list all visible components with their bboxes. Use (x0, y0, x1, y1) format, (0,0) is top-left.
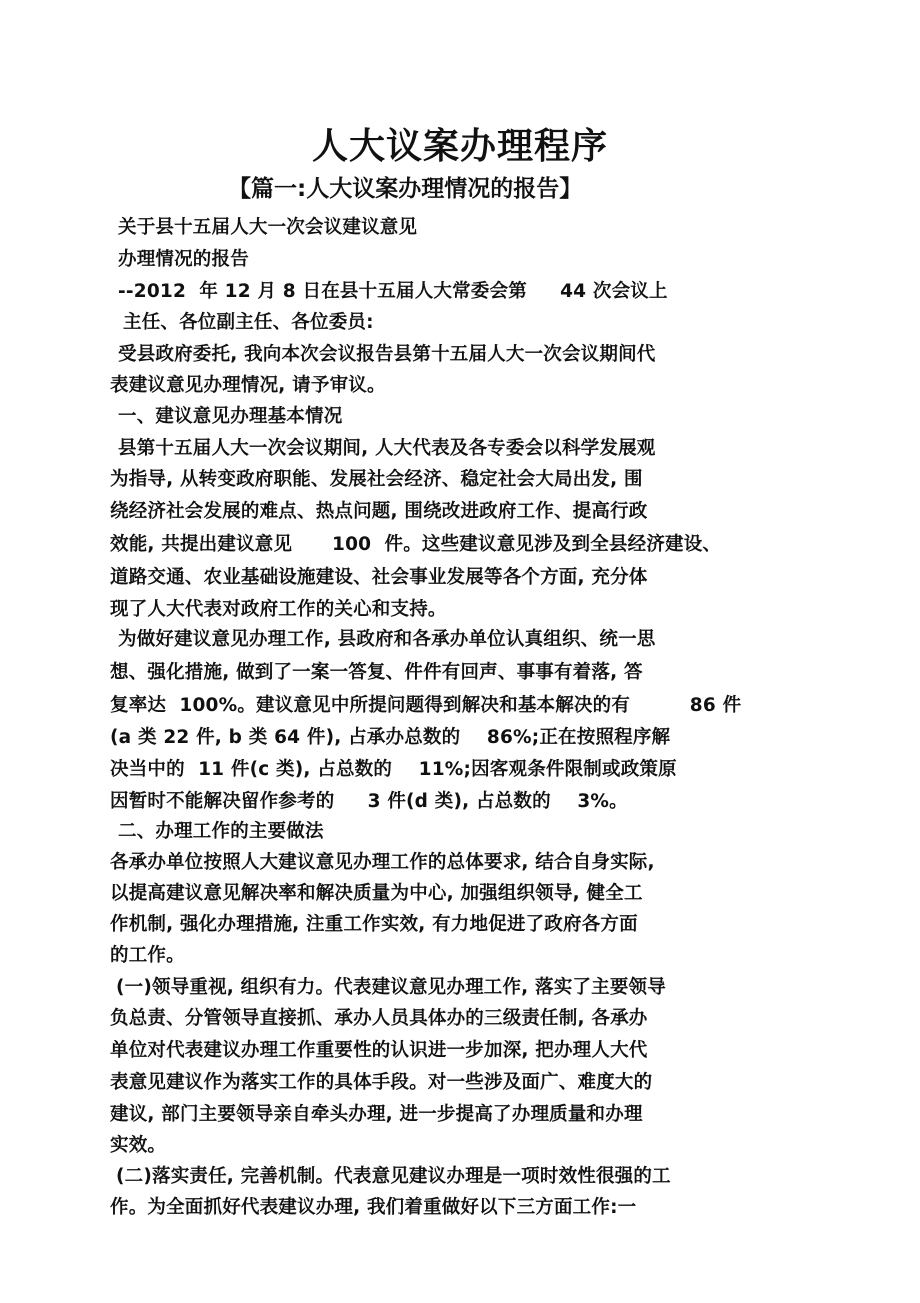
text-line: 负总责、分管领导直接抓、承办人员具体办的三级责任制, 各承办 (110, 1008, 648, 1029)
text-line: 二、办理工作的主要做法 (118, 821, 324, 842)
text-line: 道路交通、农业基础设施建设、社会事业发展等各个方面, 充分体 (110, 567, 648, 588)
text-line: 绕经济社会发展的难点、热点问题, 围绕改进政府工作、提高行政 (110, 501, 648, 522)
text-line: 关于县十五届人大一次会议建议意见 (118, 217, 418, 238)
text-line: 以提高建议意见解决率和解决质量为中心, 加强组织领导, 健全工 (110, 883, 643, 904)
text-line: 现了人大代表对政府工作的关心和支持。 (110, 599, 447, 620)
text-line: 作。为全面抓好代表建议办理, 我们着重做好以下三方面工作:一 (110, 1197, 637, 1218)
text-line: 表建议意见办理情况, 请予审议。 (110, 375, 386, 396)
text-line: 复率达 100%。建议意见中所提问题得到解决和基本解决的有 86 件 (110, 695, 742, 716)
text-line: 表意见建议作为落实工作的具体手段。对一些涉及面广、难度大的 (110, 1072, 653, 1093)
document-subtitle: 【篇一:人大议案办理情况的报告】 (228, 176, 583, 202)
text-line: 受县政府委托, 我向本次会议报告县第十五届人大一次会议期间代 (118, 344, 656, 365)
text-line: 的工作。 (110, 945, 185, 966)
text-line: 为指导, 从转变政府职能、发展社会经济、稳定社会大局出发, 围 (110, 469, 643, 490)
text-line: 各承办单位按照人大建议意见办理工作的总体要求, 结合自身实际, (110, 852, 655, 873)
text-line: 一、建议意见办理基本情况 (118, 406, 343, 427)
text-line: 办理情况的报告 (118, 249, 249, 270)
text-line: (a 类 22 件, b 类 64 件), 占承办总数的 86%;正在按照程序解 (110, 727, 671, 748)
text-line: 决当中的 11 件(c 类), 占总数的 11%;因客观条件限制或政策原 (110, 759, 677, 780)
text-line: 主任、各位副主任、各位委员: (123, 312, 374, 333)
text-line: 想、强化措施, 做到了一案一答复、件件有回声、事事有着落, 答 (110, 662, 643, 683)
text-line: (二)落实责任, 完善机制。代表意见建议办理是一项时效性很强的工 (116, 1166, 671, 1187)
text-line: 作机制, 强化办理措施, 注重工作实效, 有力地促进了政府各方面 (110, 914, 638, 935)
document-title: 人大议案办理程序 (311, 126, 608, 167)
text-line: 因暂时不能解决留作参考的 3 件(d 类), 占总数的 3%。 (110, 791, 628, 812)
text-line: 为做好建议意见办理工作, 县政府和各承办单位认真组织、统一思 (118, 629, 656, 650)
text-line: 建议, 部门主要领导亲自牵头办理, 进一步提高了办理质量和办理 (110, 1104, 643, 1125)
text-line: 县第十五届人大一次会议期间, 人大代表及各专委会以科学发展观 (118, 438, 656, 459)
text-line: (一)领导重视, 组织有力。代表建议意见办理工作, 落实了主要领导 (116, 977, 666, 998)
text-line: 单位对代表建议办理工作重要性的认识进一步加深, 把办理人大代 (110, 1040, 648, 1061)
text-line: 效能, 共提出建议意见 100 件。这些建议意见涉及到全县经济建设、 (110, 534, 722, 555)
text-line: --2012 年 12 月 8 日在县十五届人大常委会第 44 次会议上 (118, 281, 668, 302)
text-line: 实效。 (110, 1135, 167, 1156)
